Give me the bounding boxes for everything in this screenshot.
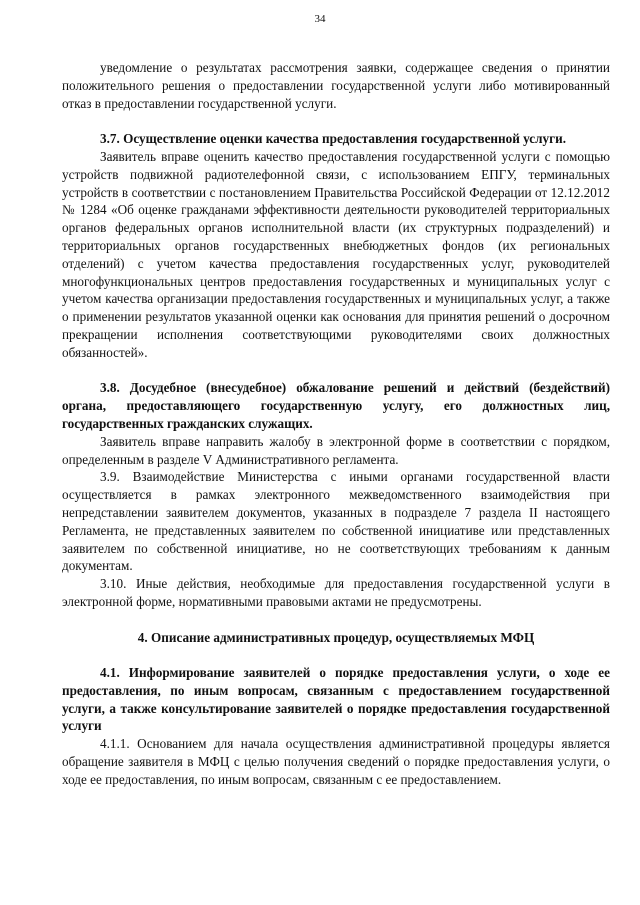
paragraph-3-8: Заявитель вправе направить жалобу в электронной форме в соответствии с порядком, определенным в разделе V Административного регламента. [62,433,610,467]
paragraph-3-10: 3.10. Иные действия, необходимые для предоставления государственной услуги в электронной форме, нормативными правовыми актами не предусмотрены. [62,576,610,609]
heading-3-8: 3.8. Досудебное (внесудебное) обжалование решений и действий (бездействий) органа, предоставляющего государственную услугу, его должностных лиц, государственных гражданских служащих. [62,380,610,431]
page-content [62,59,610,789]
heading-section-4: 4. Описание административных процедур, осуществляемых МФЦ [137,629,535,645]
paragraph-4-1-1: 4.1.1. Основанием для начала осуществления административной процедуры является обращение заявителя в МФЦ с целью получения сведений о порядке предоставления услуги, о ходе ее предоставления, по иным вопросам, связанным с ее предоставлением. [62,736,610,787]
spacer [62,646,610,664]
heading-4-1: 4.1. Информирование заявителей о порядке предоставления услуги, о ходе ее предоставления, по иным вопросам, связанным с предоставлением государственной услуги, а также консультирование заявителей о порядке предоставления государственной услуги [62,665,610,734]
page-number: 34 [314,13,326,25]
paragraph-intro: уведомление о результатах рассмотрения заявки, содержащее сведения о принятии положительного решения о предоставлении государственной услуги либо мотивированный отказ в предоставлении государственной услуги. [62,60,610,111]
paragraph-3-7: Заявитель вправе оценить качество предоставления государственной услуги с помощью устройств подвижной радиотелефонной связи, с использованием ЕПГУ, терминальных устройств в соответствии с постановлением Правительства Российской Федерации от 12.12.2012 № 1284 «Об оценке гражданами эффективности деятельности руководителей территориальных органов федеральных органов исполнительной власти (их структурных подразделений) и территориальных органов государственных внебюджетных фондов (их региональных отделений) с учетом качества предоставления государственных услуг, руководителей многофункциональных центров предоставления государственных и муниципальных услуг с учетом качества организации предоставления государственных и муниципальных услуг, а также о применении результатов указанной оценки как основания для принятия решений о досрочном прекращении исполнения соответствующими руководителями своих должностных обязанностей». [62,148,610,360]
paragraph-3-9: 3.9. Взаимодействие Министерства с иными органами государственной власти осуществляется в рамках электронного межведомственного взаимодействия при непредставлении заявителем документов, указанных в подразделе 7 раздела II настоящего Регламента, не представленных заявителем по собственной инициативе или представленных заявителем по собственной инициативе, но не соответствующих требованиям к данным документам. [62,469,610,574]
spacer [62,112,610,130]
spacer [62,362,610,380]
heading-3-7: 3.7. Осуществление оценки качества предоставления государственной услуги. [100,131,567,147]
spacer [62,611,610,629]
